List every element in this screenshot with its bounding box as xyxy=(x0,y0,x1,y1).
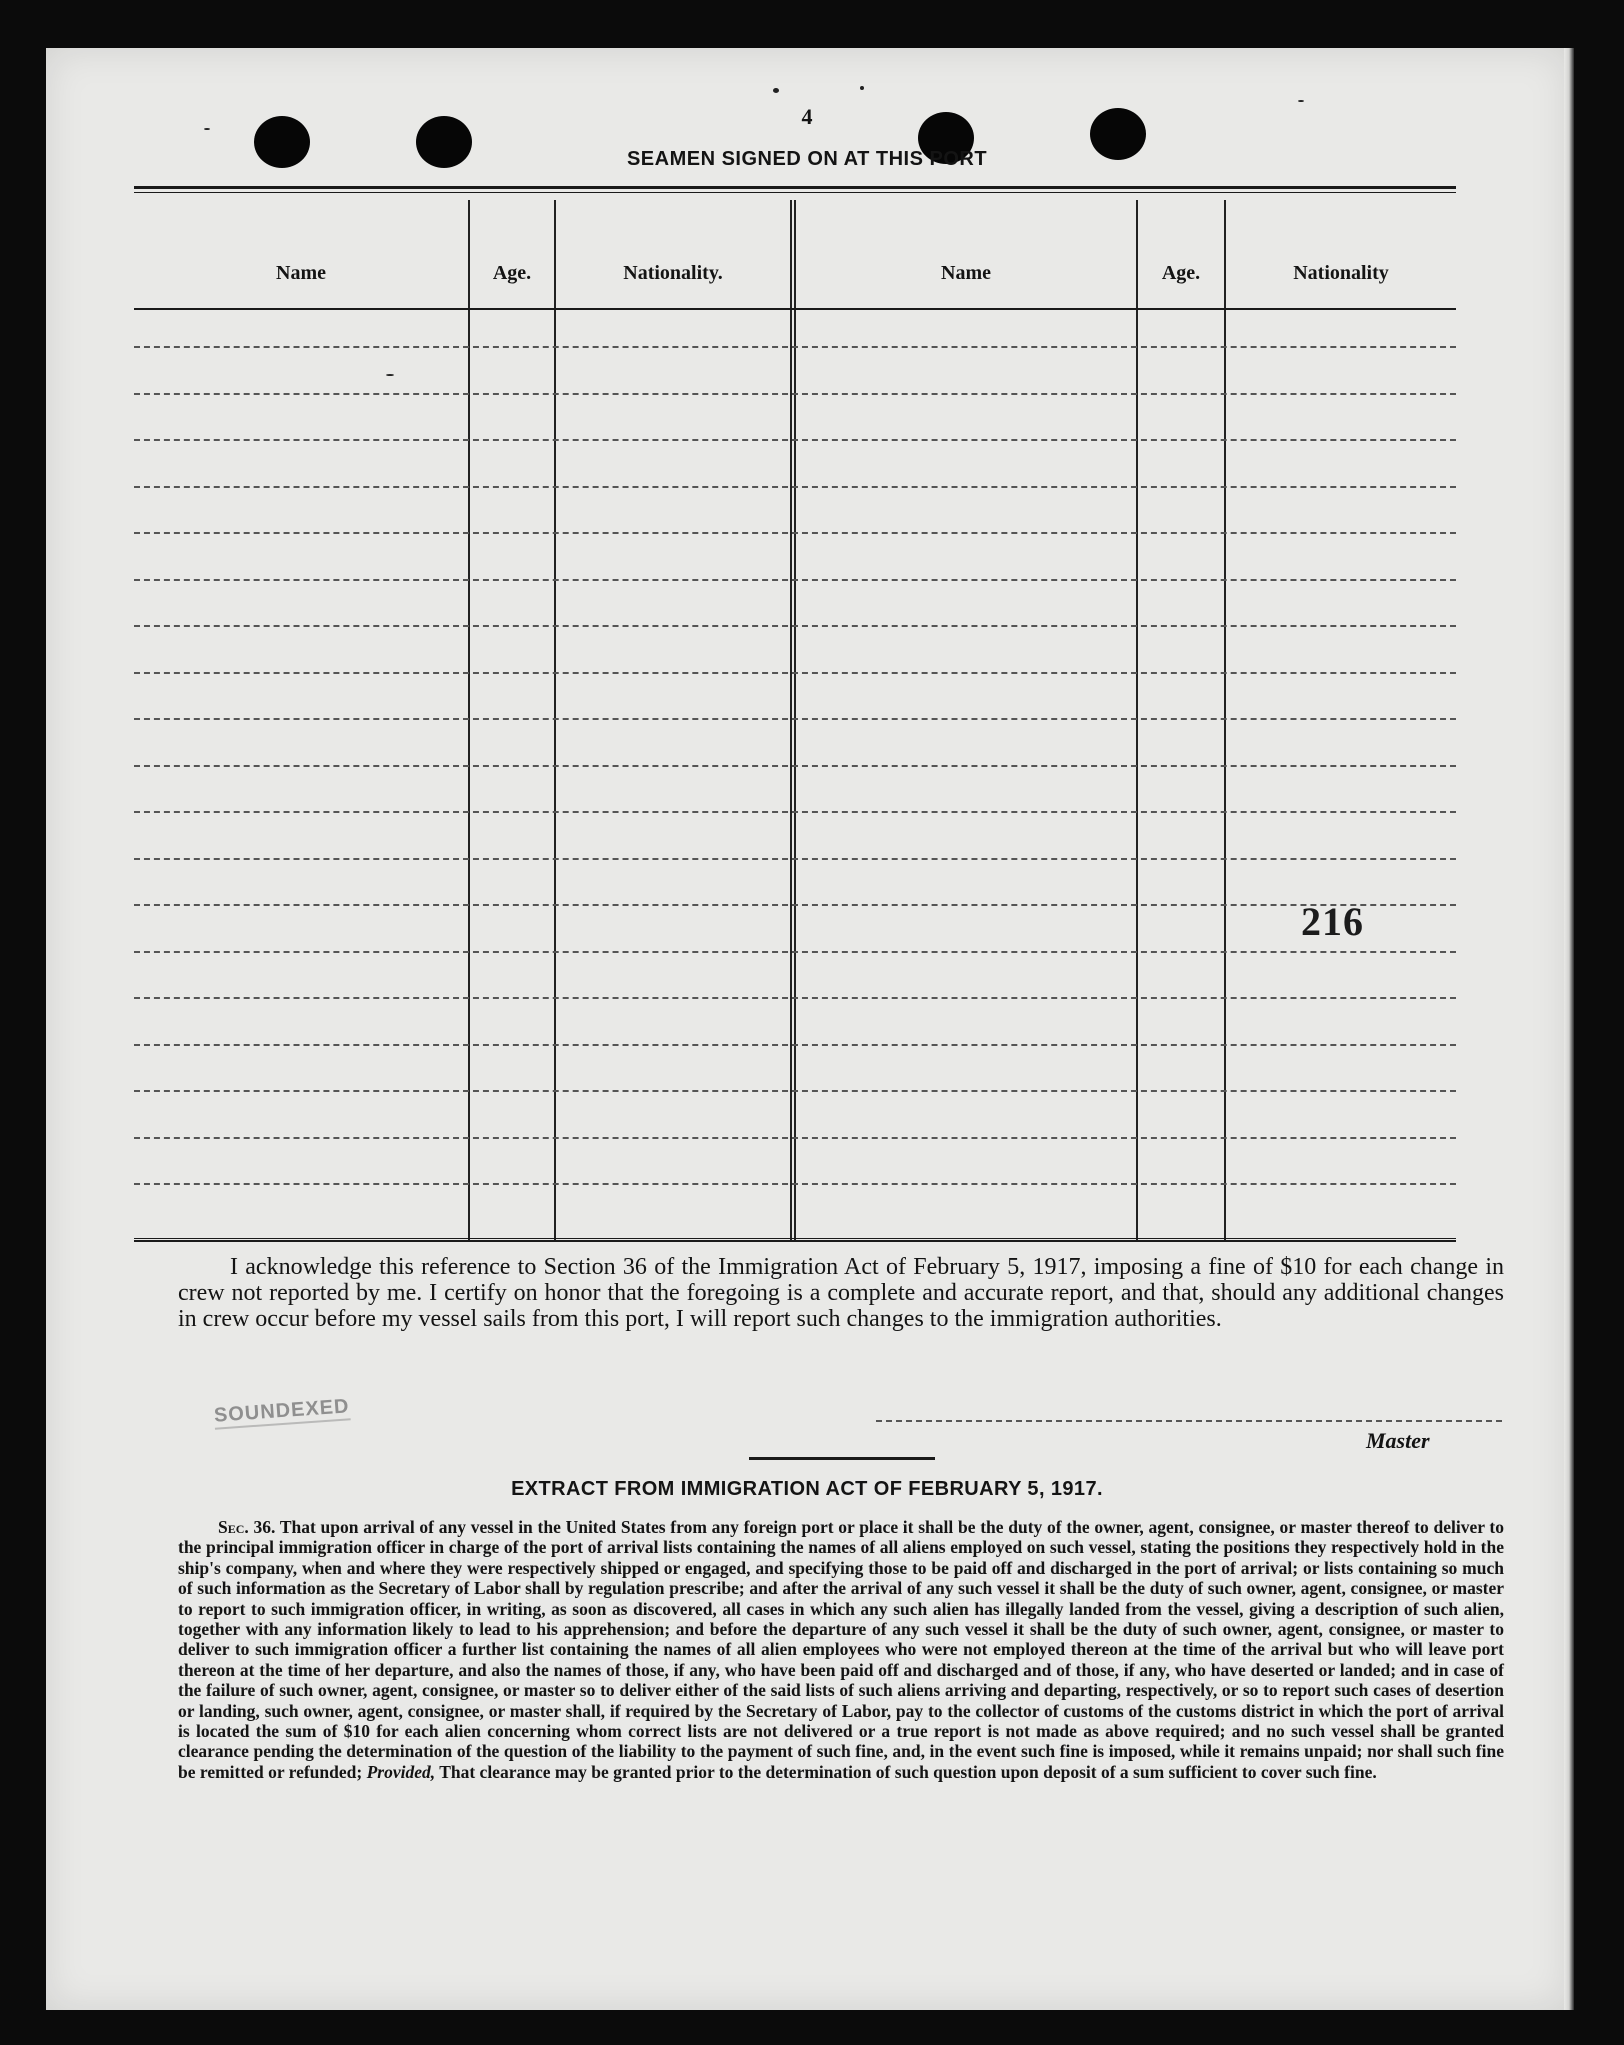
paper-speck xyxy=(386,374,394,376)
table-row xyxy=(134,532,1456,534)
table-header-rule xyxy=(134,308,1456,310)
column-header-age: Age. xyxy=(1161,262,1201,284)
section-title: SEAMEN SIGNED ON AT THIS PORT xyxy=(626,148,988,170)
table-row xyxy=(134,951,1456,953)
table-bottom-rule xyxy=(134,1238,1456,1242)
table-row xyxy=(134,1137,1456,1139)
divider-rule xyxy=(749,1457,935,1460)
table-row xyxy=(134,486,1456,488)
column-divider xyxy=(554,200,556,1240)
stamped-number: 216 xyxy=(1301,899,1364,944)
acknowledgment-text: I acknowledge this reference to Section 36 of the Immigration Act of February 5, 1917, imposing a fine of $10 for each change in crew not reported by me. I certify on honor that the foregoing is a complete and accurate report, and that, should any additional changes in crew occur before my vessel sails from this port, I will report such changes to the immigration authorities. xyxy=(178,1254,1504,1332)
column-header-nationality: Nationality xyxy=(1293,262,1389,284)
extract-text-end: That clearance may be granted prior to the determination of such question upon deposit of a sum sufficient to cover such fine. xyxy=(439,1761,1377,1782)
document-page xyxy=(46,48,1568,2010)
table-row xyxy=(134,997,1456,999)
page-number: 4 xyxy=(801,104,813,129)
extract-text: That upon arrival of any vessel in the United States from any foreign port or place it shall be the duty of the owner, agent, consignee, or master thereof to deliver to the principal immigration officer in charge of the port of arrival lists containing the names of all aliens employed on such vessel, stating the positions they respectively hold in the ship's company, when and where they were respectively shipped or engaged, and specifying those to be paid off and discharged in the port of arrival; or lists containing so much of such information as the Secretary of Labor shall by regulation prescribe; and after the arrival of any such vessel it shall be the duty of such owner, agent, consignee, or master to report to such immigration officer, in writing, as soon as discovered, all cases in which any such alien has illegally landed from the vessel, giving a description of such alien, together with any information likely to lead to his apprehension; and before the departure of any such vessel it shall be the duty of such owner, agent, consignee, or master to deliver to such immigration officer a further list containing the names of all alien employees who were not employed thereon at the time of the arrival but who will leave port thereon at the time of her departure, and also the names of those, if any, who have been paid off and discharged and of those, if any, who have deserted or landed; and in case of the failure of such owner, agent, consignee, or master so to deliver either of the said lists of such aliens arriving and departing, respectively, or so to report such cases of desertion or landing, such owner, agent, consignee, or master shall, if required by the Secretary of Labor, pay to the collector of customs of the customs district in which the port of arrival is located the sum of $10 for each alien concerning whom correct lists are not delivered or a true report is not made as above required; and no such vessel shall be granted clearance pending the determination of the question of the liability to the payment of such fine, and, in the event such fine is imposed, while it remains unpaid; nor shall such fine be remitted or refunded; xyxy=(178,1517,1505,1782)
column-header-name: Name xyxy=(941,262,991,284)
table-row xyxy=(134,579,1456,581)
paper-speck xyxy=(1298,100,1304,102)
column-divider xyxy=(1136,200,1138,1240)
table-row xyxy=(134,1183,1456,1185)
table-top-rule xyxy=(134,186,1456,193)
section-label: Sec. 36. xyxy=(218,1517,276,1537)
master-signature-line xyxy=(876,1420,1502,1422)
paper-speck xyxy=(860,86,864,90)
table-row xyxy=(134,672,1456,674)
acknowledgment-paragraph xyxy=(178,1254,1504,1332)
table-row xyxy=(134,858,1456,860)
page-edge xyxy=(1564,48,1574,2010)
master-label: Master xyxy=(1366,1428,1430,1453)
column-header-age: Age. xyxy=(492,262,532,284)
extract-title: EXTRACT FROM IMMIGRATION ACT OF FEBRUARY 5, 1917. xyxy=(511,1478,1103,1500)
table-row xyxy=(134,1044,1456,1046)
table-row xyxy=(134,625,1456,627)
crew-table xyxy=(134,186,1456,1192)
column-header-nationality: Nationality. xyxy=(623,262,723,284)
table-row xyxy=(134,811,1456,813)
table-row xyxy=(134,718,1456,720)
table-row xyxy=(134,765,1456,767)
table-row xyxy=(134,904,1456,906)
soundexed-stamp: SOUNDEXED xyxy=(213,1395,350,1429)
paper-speck xyxy=(204,128,210,130)
column-divider xyxy=(1224,200,1226,1240)
table-row xyxy=(134,393,1456,395)
table-row xyxy=(134,346,1456,348)
column-header-name: Name xyxy=(276,262,326,284)
paper-speck xyxy=(773,88,779,93)
column-divider-double xyxy=(790,200,796,1240)
table-row xyxy=(134,439,1456,441)
provided-word: Provided, xyxy=(366,1761,436,1782)
extract-body xyxy=(178,1517,1504,1782)
table-row xyxy=(134,1090,1456,1092)
column-divider xyxy=(468,200,470,1240)
